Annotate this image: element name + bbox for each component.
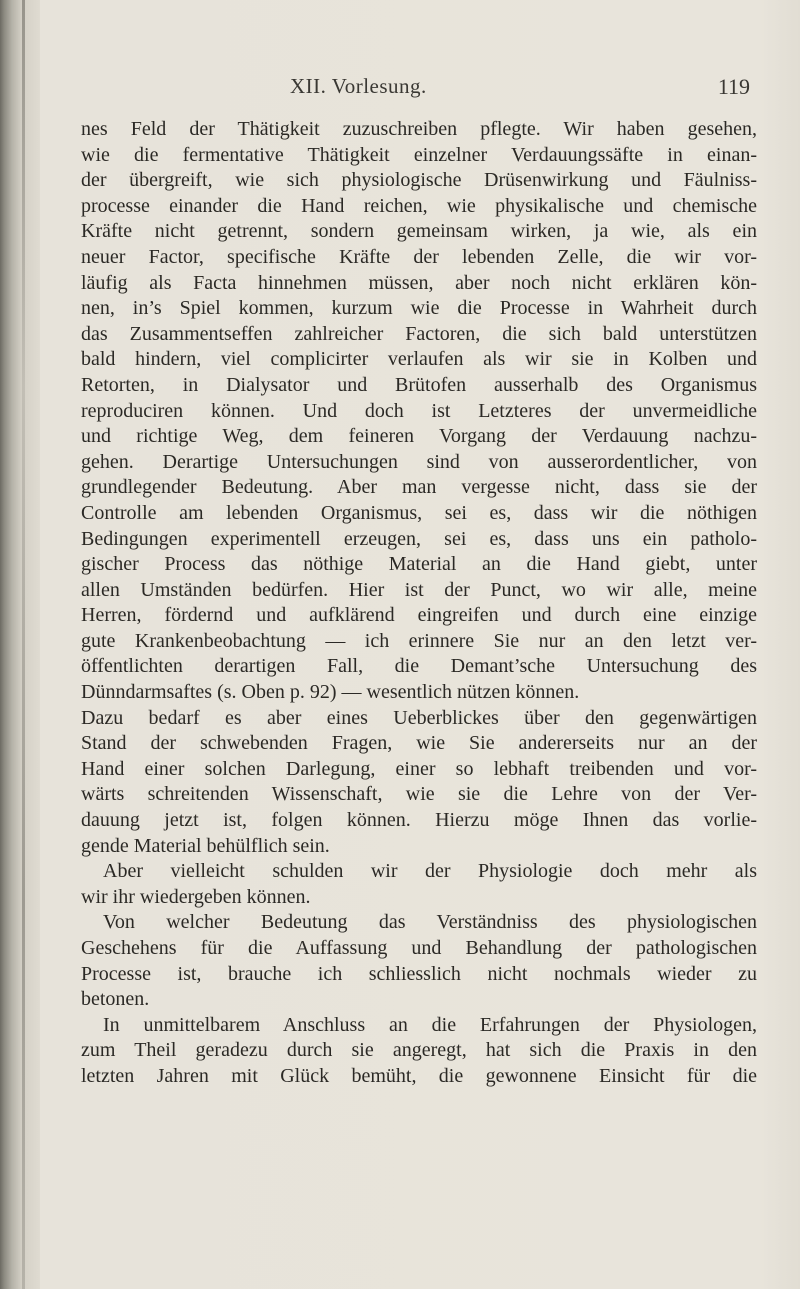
text-line: Von welcher Bedeutung das Verständniss des physiologischen [103,911,757,934]
text-line: Herren, fördernd und aufklärend eingreifen und durch eine einzige [81,604,757,627]
page-binding-edge [0,0,40,1289]
text-line: der übergreift, wie sich physiologische Drüsenwirkung und Fäulniss- [81,169,757,192]
text-line: allen Umständen bedürfen. Hier ist der Punct, wo wir alle, meine [81,578,757,601]
text-line: Kräfte nicht getrennt, sondern gemeinsam wirken, ja wie, als ein [81,220,757,243]
page-number: 119 [717,74,750,99]
text-line: In unmittelbarem Anschluss an die Erfahrungen der Physiologen, [103,1013,757,1036]
text-line: nes Feld der Thätigkeit zuzuschreiben pflegte. Wir haben gesehen, [81,118,757,140]
text-line: und richtige Weg, dem feineren Vorgang der Verdauung nachzu- [81,425,757,448]
text-line: letzten Jahren mit Glück bemüht, die gewonnene Einsicht für die [81,1064,757,1087]
text-line: gende Material behülflich sein. [81,834,330,857]
text-line: neuer Factor, specifische Kräfte der lebenden Zelle, die wir vor- [81,245,757,268]
text-line: Processe ist, brauche ich schliesslich nicht nochmals wieder zu [81,962,757,985]
text-line: zum Theil geradezu durch sie angeregt, hat sich die Praxis in den [81,1039,757,1062]
header-title: XII. Vorlesung. [290,74,427,98]
text-line: processe einander die Hand reichen, wie physikalische und chemische [81,194,757,217]
text-line: wie die fermentative Thätigkeit einzelner Verdauungssäfte in einan- [81,143,757,166]
text-line: Retorten, in Dialysator und Brütofen ausserhalb des Organismus [81,373,757,396]
text-line: bald hindern, viel complicirter verlaufen als wir sie in Kolben und [81,348,757,371]
text-line: Hand einer solchen Darlegung, einer so lebhaft treibenden und vor- [81,757,757,780]
text-line: grundlegender Bedeutung. Aber man vergesse nicht, dass sie der [81,476,757,499]
text-line: Stand der schwebenden Fragen, wie Sie andererseits nur an der [81,732,757,755]
text-line: dauung jetzt ist, folgen können. Hierzu möge Ihnen das vorlie- [81,809,757,832]
running-head [0,74,800,104]
text-line: Dazu bedarf es aber eines Ueberblickes über den gegenwärtigen [81,706,757,729]
text-line: gute Krankenbeobachtung — ich erinnere Sie nur an den letzt ver- [81,629,757,652]
text-line: gehen. Derartige Untersuchungen sind von ausserordentlicher, von [81,450,757,473]
text-line: das Zusammentseffen zahlreicher Factoren, die sich bald unterstützen [81,322,757,345]
text-line: läufig als Facta hinnehmen müssen, aber noch nicht erklären kön- [81,271,757,294]
text-line: öffentlichten derartigen Fall, die Demant’sche Untersuchung des [81,655,757,678]
text-line: Bedingungen experimentell erzeugen, sei es, dass uns ein patholo- [81,527,757,550]
text-line: betonen. [81,988,150,1011]
text-line: Aber vielleicht schulden wir der Physiologie doch mehr als [103,860,757,883]
text-line: wir ihr wiedergeben können. [81,885,311,908]
body-text [81,117,757,1090]
text-line: gischer Process das nöthige Material an die Hand giebt, unter [81,553,757,576]
text-line: reproduciren können. Und doch ist Letzteres der unvermeidliche [81,399,757,422]
text-line: Dünndarmsaftes (s. Oben p. 92) — wesentlich nützen können. [81,681,580,704]
text-line: Geschehens für die Auffassung und Behandlung der pathologischen [81,937,757,959]
text-line: wärts schreitenden Wissenschaft, wie sie die Lehre von der Ver- [81,783,757,806]
text-line: Controlle am lebenden Organismus, sei es, dass wir die nöthigen [81,501,757,524]
text-line: nen, in’s Spiel kommen, kurzum wie die Processe in Wahrheit durch [81,297,757,320]
